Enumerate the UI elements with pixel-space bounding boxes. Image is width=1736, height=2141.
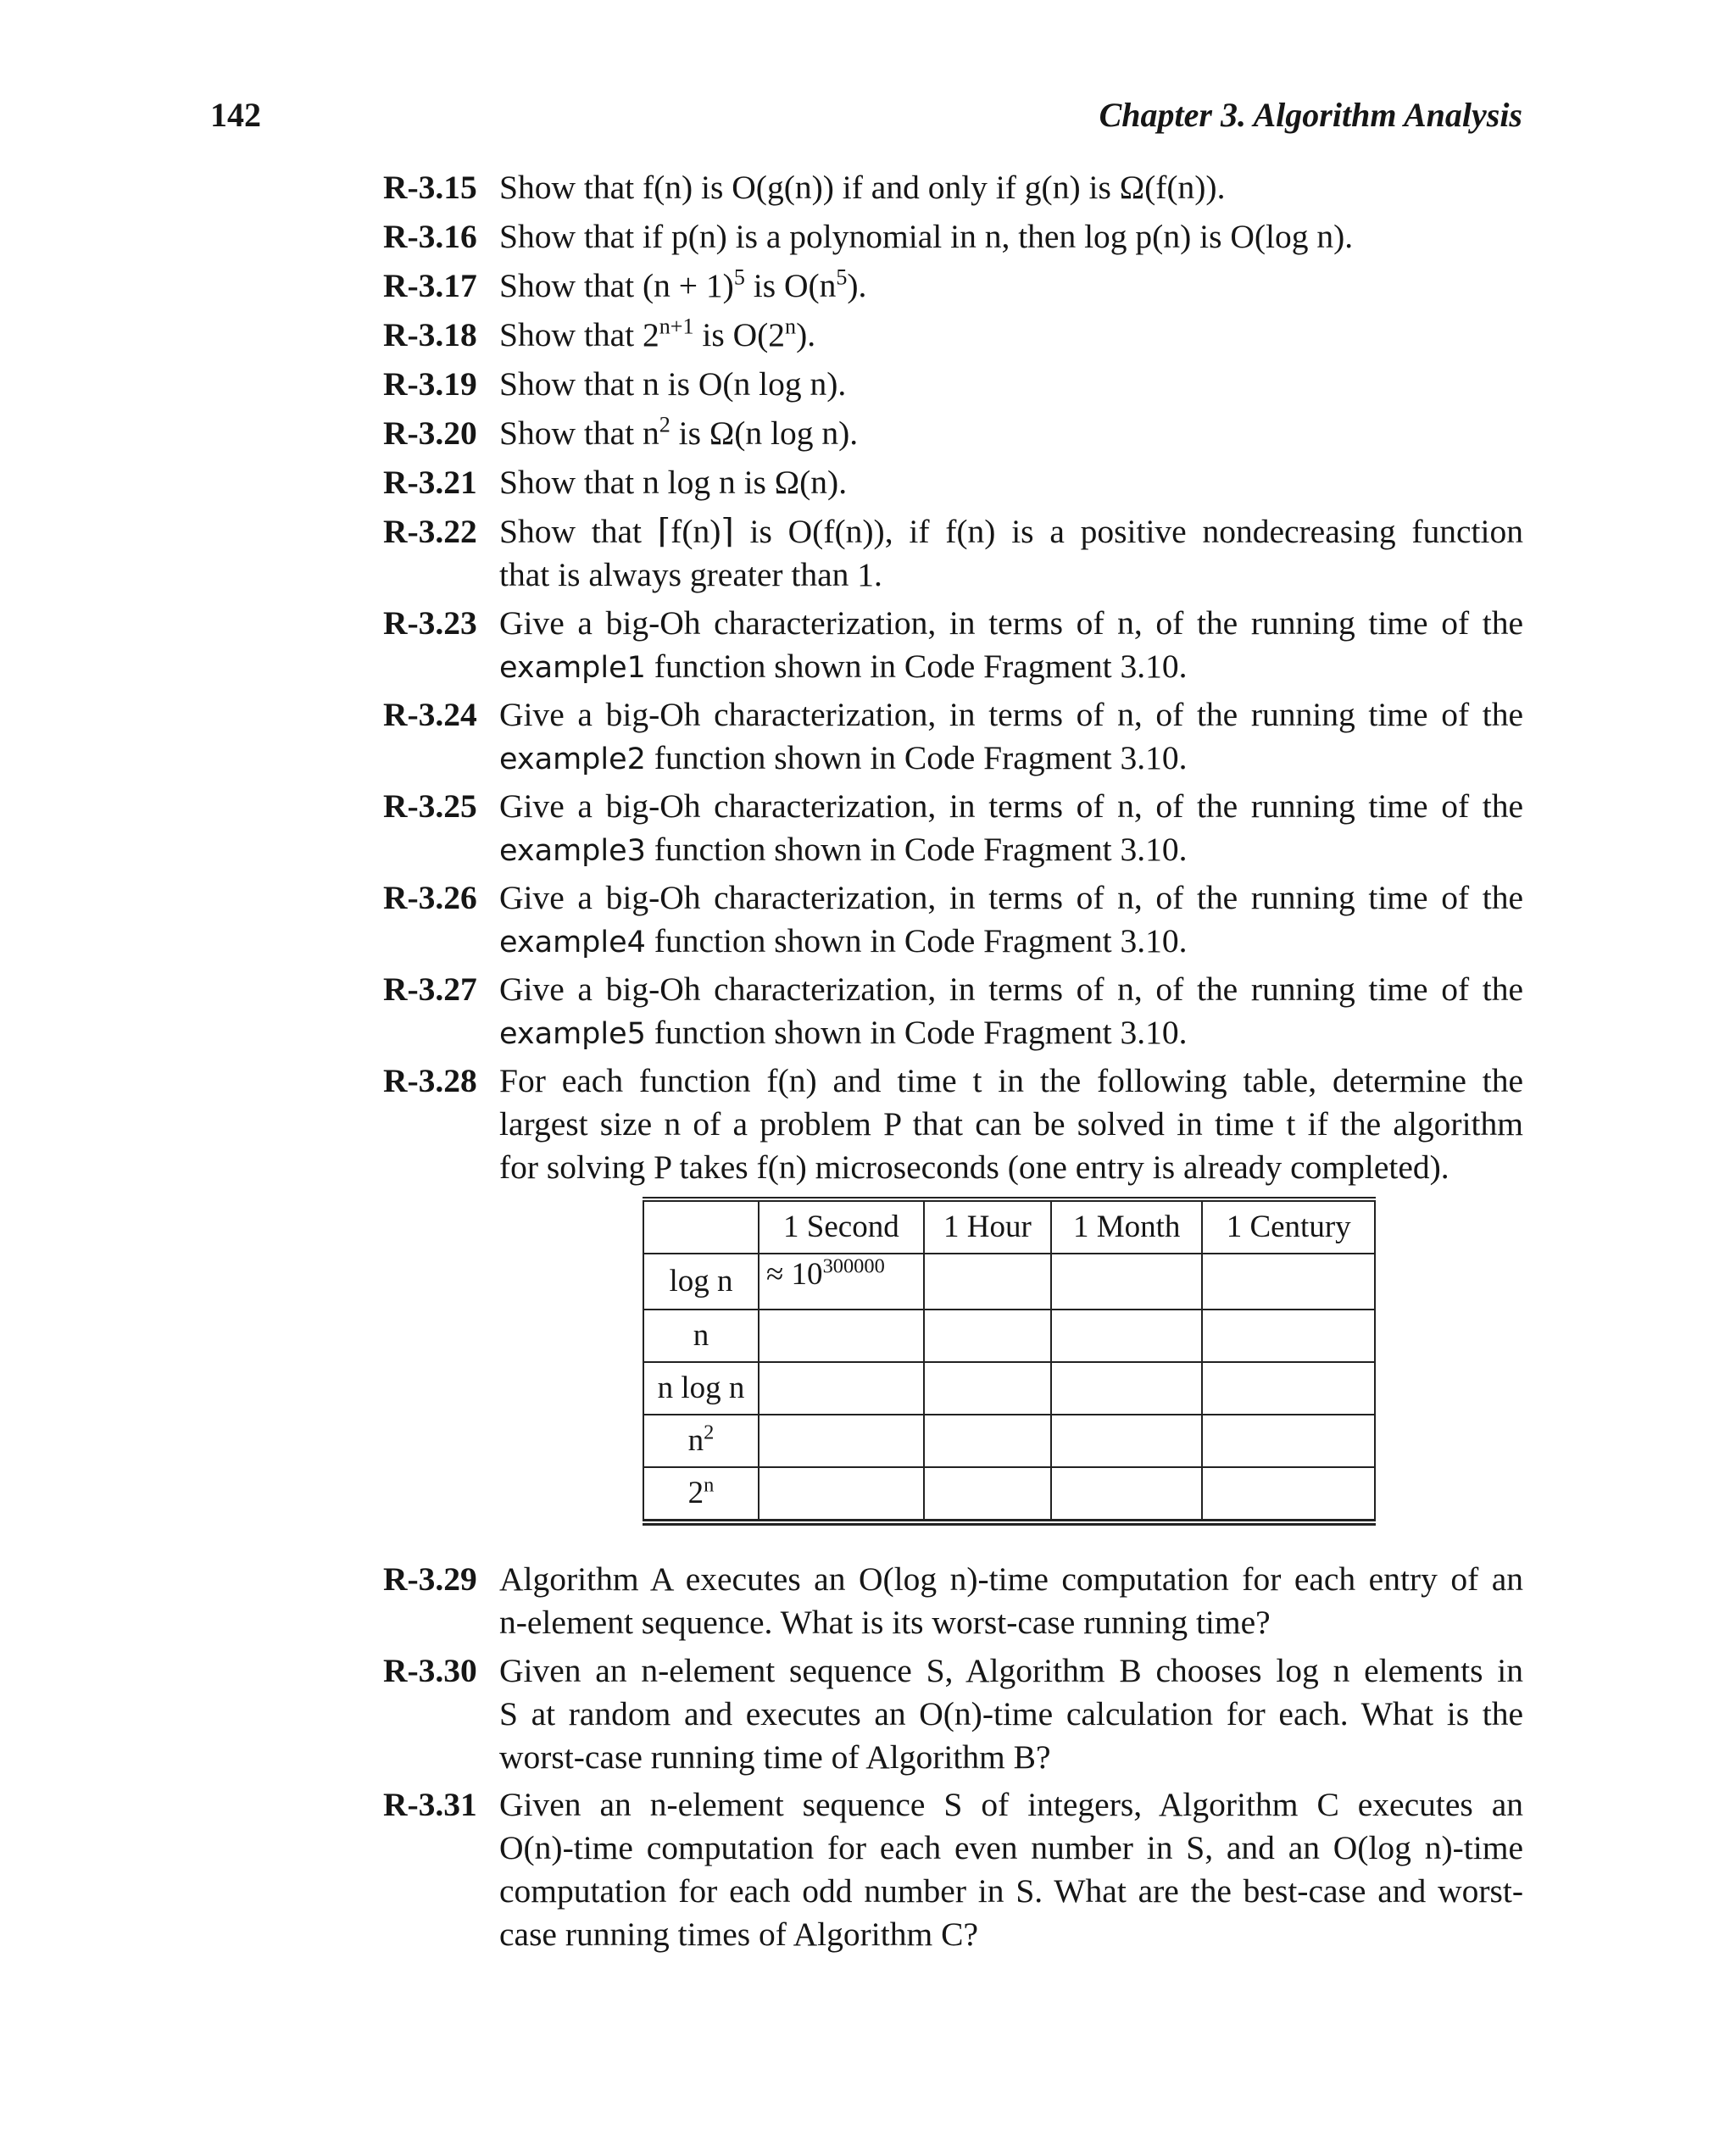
exercise-line: Show that ⌈f(n)⌉ is O(f(n)), if f(n) is a positive nondecreasing function [499,513,1523,550]
column-header: 1 Hour [924,1199,1051,1254]
table-cell [1202,1467,1375,1522]
exercise-line: Show that $(n + 1)^5$ is $O(n^5)$. [499,264,867,304]
table-corner-cell [643,1199,759,1254]
exercise-r-3-19 [383,363,1523,406]
exercise-line: Give a big-Oh characterization, in terms of n, of the running time of the [499,970,1523,1008]
exercise-label: R-3.31 [383,1786,477,1823]
table-row [643,1467,1375,1522]
table-cell [759,1362,924,1415]
exercise-label: R-3.20 [383,414,477,452]
exercise-line: For each function f(n) and time t in the following table, determine the [499,1062,1523,1099]
exercise-line: Give a big-Oh characterization, in terms of n, of the running time of the [499,879,1523,916]
exercise-label: R-3.17 [383,267,477,304]
exercise-line: S at random and executes an O(n)-time calculation for each. What is the [499,1695,1523,1732]
exercise-r-3-30 [383,1649,1523,1779]
table-header-row [643,1199,1375,1254]
exercise-label: R-3.15 [383,169,477,206]
table-cell [924,1467,1051,1522]
table-row [643,1415,1375,1467]
column-header: 1 Century [1202,1199,1375,1254]
exercise-line: Show that f(n) is O(g(n)) if and only if g(n) is Ω(f(n)). [499,169,1226,206]
row-function: 2$^n$ [643,1467,759,1522]
exercise-line: that is always greater than 1. [499,556,882,593]
exercise-r-3-27 [383,968,1523,1056]
exercise-r-3-24 [383,693,1523,781]
table-row [643,1254,1375,1310]
exercise-line: example1 function shown in Code Fragment 3.10. [499,648,1188,685]
exercise-r-3-15 [383,166,1523,209]
exercise-line: computation for each odd number in S. What are the best-case and worst- [499,1872,1523,1910]
exercise-line: Show that $2^{n+1}$ is O(2$^n$). [499,314,816,353]
table-row [643,1362,1375,1415]
exercise-label: R-3.28 [383,1062,477,1099]
exercise-line: Given an n-element sequence S of integers, Algorithm C executes an [499,1786,1523,1823]
table-cell [924,1310,1051,1362]
exercise-label: R-3.26 [383,879,477,916]
exercise-r-3-16 [383,215,1523,259]
exercise-line: Show that n is O(n log n). [499,365,847,403]
exercise-r-3-31 [383,1783,1523,1956]
table-cell [1202,1415,1375,1467]
table-cell [759,1415,924,1467]
exercise-label: R-3.18 [383,316,477,353]
column-header: 1 Month [1051,1199,1202,1254]
exercise-r-3-26 [383,876,1523,965]
exercise-label: R-3.30 [383,1652,477,1689]
row-function: $n^2$ [643,1415,759,1467]
exercise-r-3-23 [383,602,1523,690]
exercise-label: R-3.27 [383,970,477,1008]
row-function: n [643,1310,759,1362]
table-cell [1051,1254,1202,1310]
table-row [643,1310,1375,1362]
exercise-r-3-18 [383,314,1523,357]
table-cell: ≈ $10^{300000}$ [759,1254,924,1310]
page-number: 142 [210,96,261,134]
exercise-line: Give a big-Oh characterization, in terms of n, of the running time of the [499,787,1523,825]
exercise-line: Show that if p(n) is a polynomial in n, then log p(n) is O(log n). [499,218,1354,255]
table-cell [1202,1254,1375,1310]
table-cell [759,1467,924,1522]
exercise-line: Show that n log n is Ω(n). [499,464,848,501]
table-cell [1202,1362,1375,1415]
exercise-label: R-3.16 [383,218,477,255]
table-cell [924,1415,1051,1467]
exercise-r-3-21 [383,461,1523,504]
exercise-label: R-3.22 [383,513,477,550]
exercise-label: R-3.24 [383,696,477,733]
table-cell [1202,1310,1375,1362]
exercise-label: R-3.23 [383,604,477,642]
exercise-r-3-29 [383,1558,1523,1644]
chapter-title: Chapter 3. Algorithm Analysis [1099,96,1522,134]
table-cell [1051,1362,1202,1415]
exercise-line: example5 function shown in Code Fragment 3.10. [499,1014,1188,1051]
row-function: n log n [643,1362,759,1415]
exercise-line: Give a big-Oh characterization, in terms of n, of the running time of the [499,696,1523,733]
exercise-label: R-3.25 [383,787,477,825]
exercise-label: R-3.21 [383,464,477,501]
exercise-line: case running times of Algorithm C? [499,1916,978,1953]
table-cell [1051,1310,1202,1362]
exercise-r-3-28 [383,1059,1523,1189]
exercise-line: O(n)-time computation for each even number in S, and an O(log n)-time [499,1829,1523,1866]
exercise-label: R-3.29 [383,1560,477,1598]
exercise-r-3-17 [383,264,1523,308]
exercise-line: Give a big-Oh characterization, in terms of n, of the running time of the [499,604,1523,642]
exercise-line: Show that $n^2$ is Ω(n log n). [499,412,859,452]
table-cell [1051,1467,1202,1522]
exercise-line: Given an n-element sequence S, Algorithm B chooses log n elements in [499,1652,1523,1689]
exercise-line: Algorithm A executes an O(log n)-time computation for each entry of an [499,1560,1523,1598]
exercise-line: for solving P takes f(n) microseconds (one entry is already completed). [499,1148,1449,1186]
column-header: 1 Second [759,1199,924,1254]
exercise-r-3-22 [383,510,1523,597]
table-cell [924,1362,1051,1415]
row-function: log n [643,1254,759,1310]
exercise-line: example3 function shown in Code Fragment 3.10. [499,831,1188,868]
table-cell [1051,1415,1202,1467]
table-cell [924,1254,1051,1310]
exercise-label: R-3.19 [383,365,477,403]
exercise-line: n-element sequence. What is its worst-case running time? [499,1604,1271,1641]
table-cell [759,1310,924,1362]
exercise-line: worst-case running time of Algorithm B? [499,1738,1051,1776]
exercise-line: example4 function shown in Code Fragment 3.10. [499,922,1188,959]
exercise-line: example2 function shown in Code Fragment 3.10. [499,739,1188,776]
page-header [0,95,1736,146]
running-time-table [643,1197,1376,1526]
exercise-line: largest size n of a problem P that can be solved in time t if the algorithm [499,1105,1523,1143]
exercise-r-3-25 [383,785,1523,873]
exercise-r-3-20 [383,412,1523,455]
